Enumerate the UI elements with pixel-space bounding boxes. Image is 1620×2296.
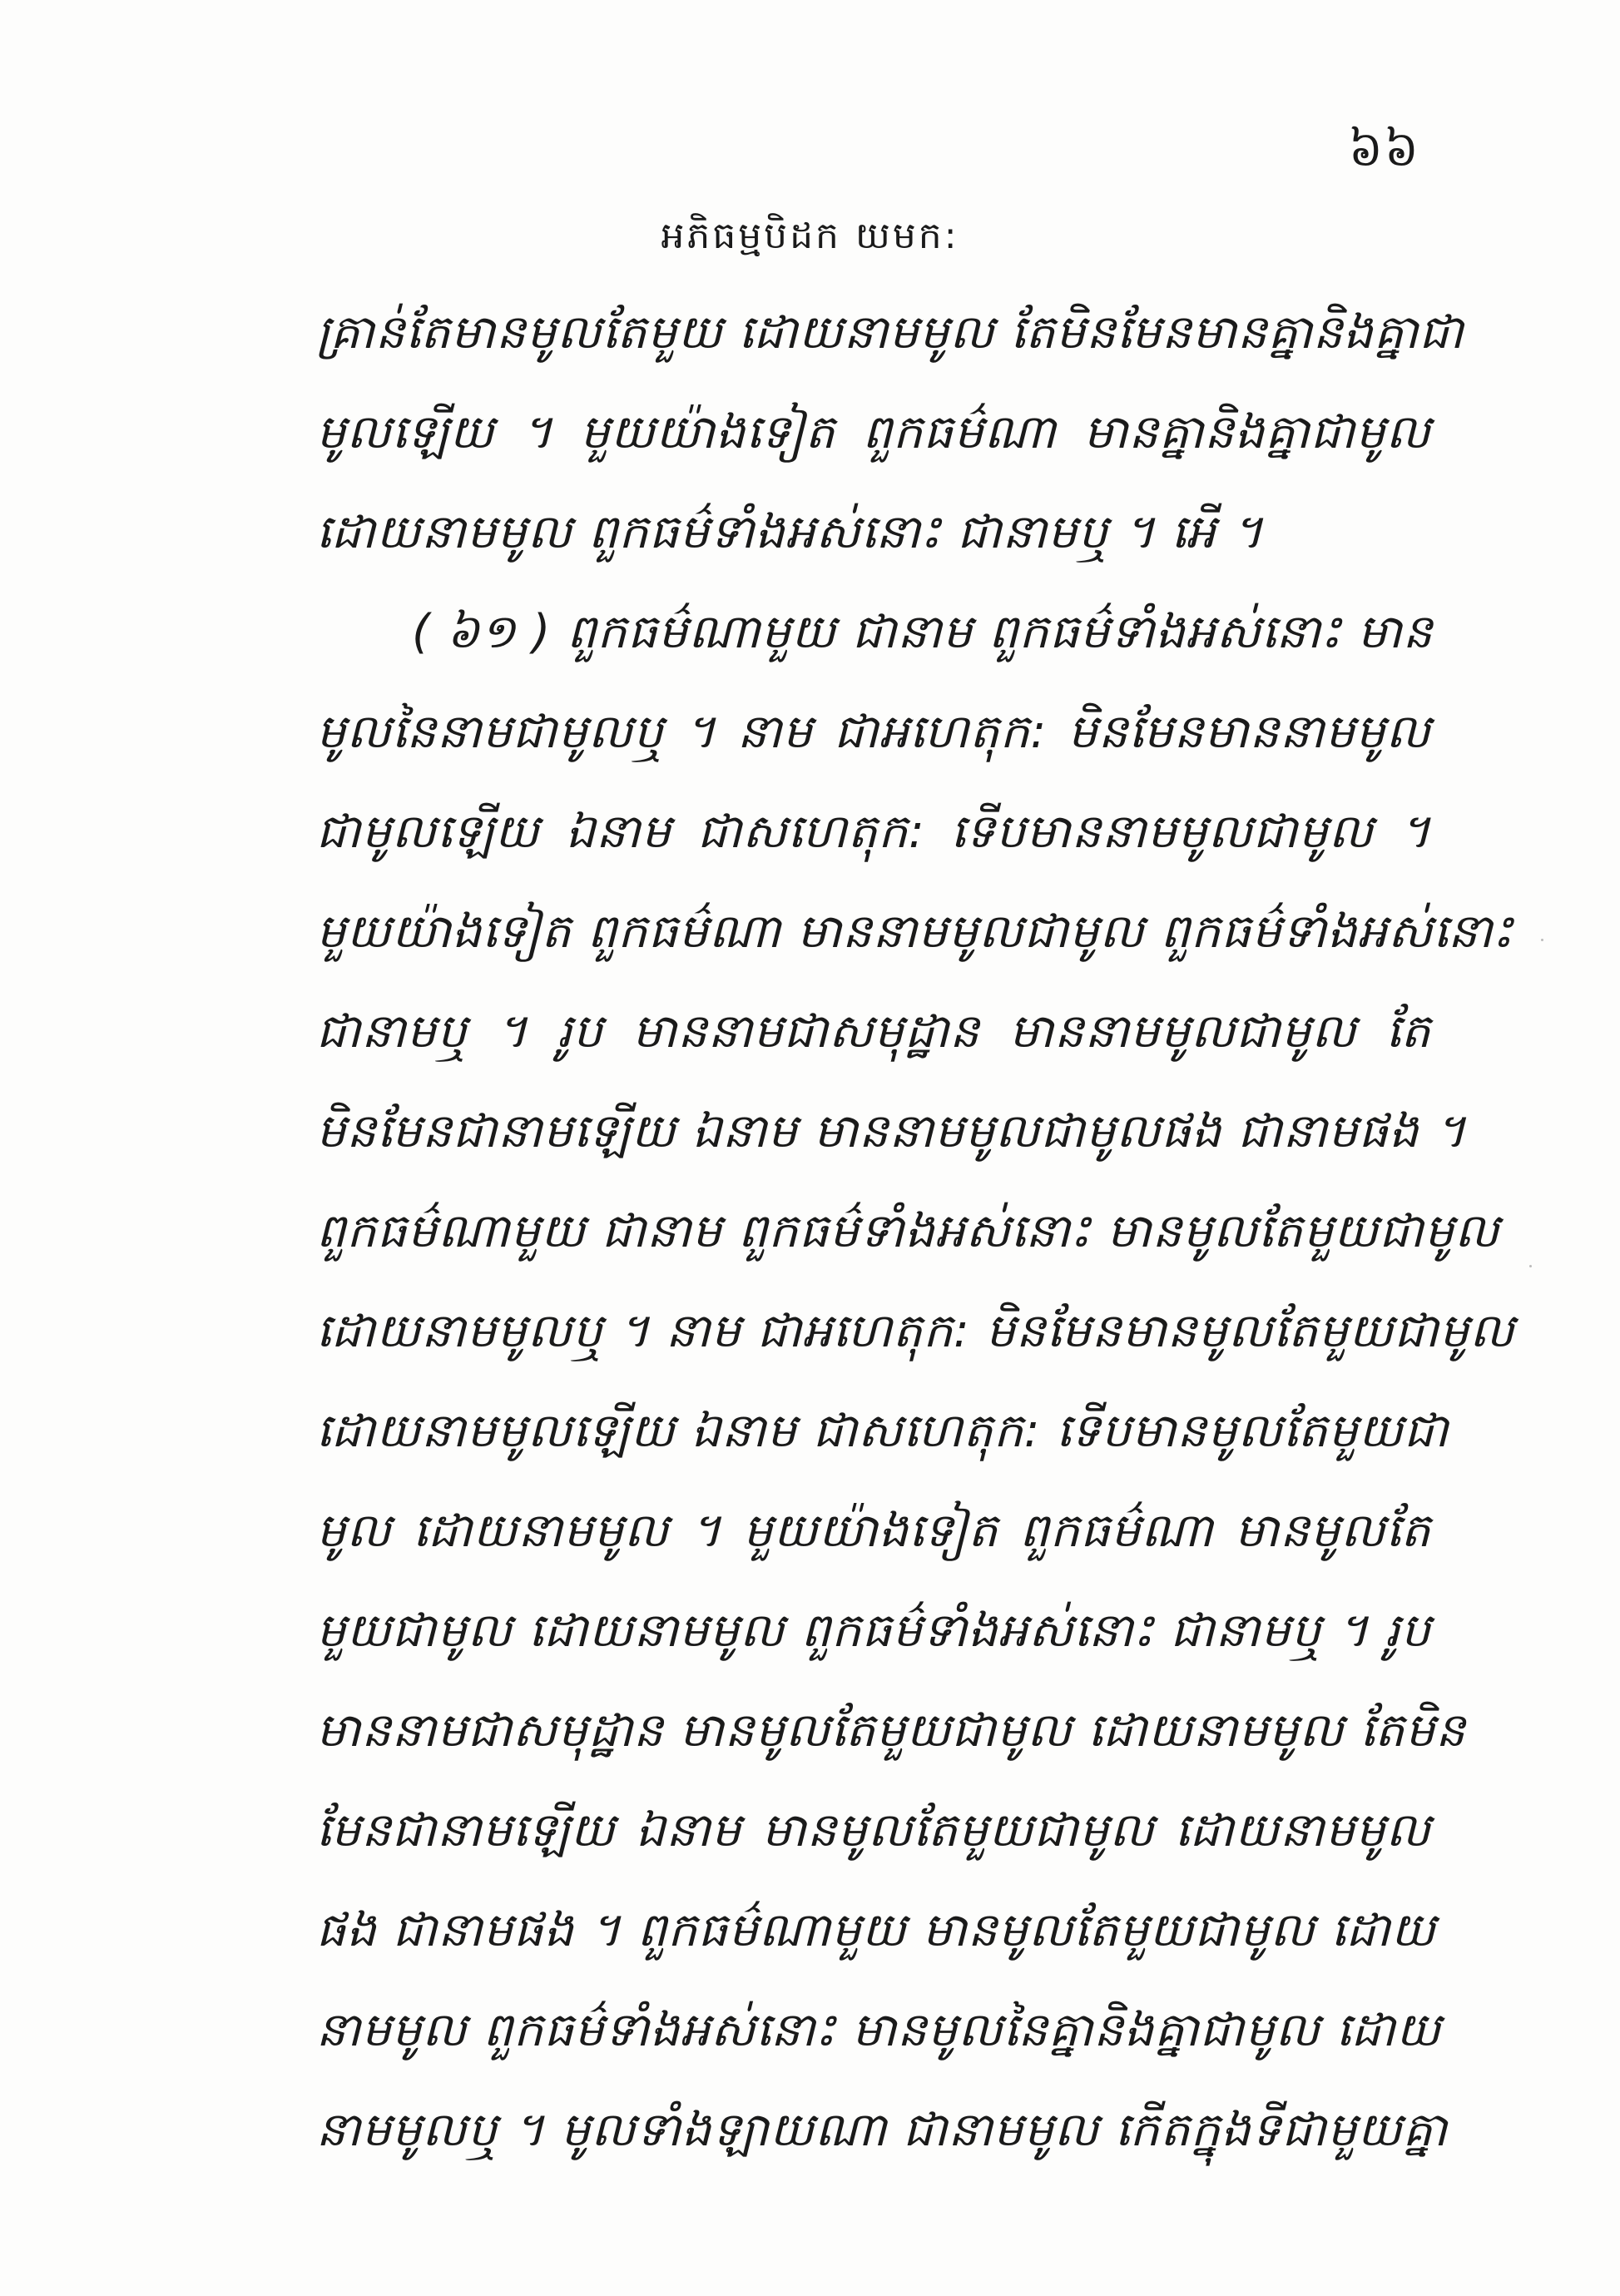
text-line: មួយយ៉ាងទៀត ពួកធម៌ណា មាននាមមូលជាមូល ពួកធម៌ទាំងអស់នោះ [316, 905, 1514, 959]
text-line: ផង ជានាមផង ។ ពួកធម៌ណាមួយ មានមូលតែមួយជាមូល ដោយ [316, 1903, 1437, 1957]
text-line: មូលនៃនាមជាមូលឬ ។ នាម ជាអហេតុក: មិនមែនមាននាមមូល [316, 705, 1431, 759]
text-line: ជានាមឬ ។ រូប មាននាមជាសមុដ្ឋាន មាននាមមូលជាមូល តែ [316, 1004, 1431, 1059]
text-line: មាននាមជាសមុដ្ឋាន មានមូលតែមួយជាមូល ដោយនាមមូល តែមិន [316, 1703, 1466, 1758]
text-line: មូល ដោយនាមមូល ។ មួយយ៉ាងទៀត ពួកធម៌ណា មានមូលតែ [316, 1504, 1431, 1558]
text-line: មូលឡើយ ។ មួយយ៉ាងទៀត ពួកធម៌ណា មានគ្នានិងគ្នាជាមូល [316, 405, 1431, 459]
text-line: មែនជានាមឡើយ ឯនាម មានមូលតែមួយជាមូល ដោយនាមមូល [316, 1803, 1431, 1857]
running-header: អភិធម្មបិដក យមក: [661, 215, 959, 257]
text-line: ដោយនាមមូលឬ ។ នាម ជាអហេតុក: មិនមែនមានមូលតែមួយជាមូល [316, 1304, 1515, 1358]
text-line: ( ៦១ ) ពួកធម៌ណាមួយ ជានាម ពួកធម៌ទាំងអស់នោះ មាន [412, 605, 1434, 659]
text-line: ពួកធម៌ណាមួយ ជានាម ពួកធម៌ទាំងអស់នោះ មានមូលតែមួយជាមូល [316, 1204, 1500, 1258]
text-line: ដោយនាមមូលឡើយ ឯនាម ជាសហេតុក: ទើបមានមូលតែមួយជា [316, 1404, 1449, 1458]
scan-speck [1529, 1265, 1532, 1267]
text-line: មិនមែនជានាមឡើយ ឯនាម មាននាមមូលជាមូលផង ជានាមផង ។ [316, 1104, 1467, 1158]
text-line: នាមមូលឬ ។ មូលទាំងឡាយណា ជានាមមូល កើតក្នុងទីជាមួយគ្នា [316, 2103, 1449, 2157]
text-line: ដោយនាមមូល ពួកធម៌ទាំងអស់នោះ ជានាមឬ ។ អើ ។ [316, 505, 1264, 559]
body-text [316, 283, 1515, 2180]
text-line: នាមមូល ពួកធម៌ទាំងអស់នោះ មានមូលនៃគ្នានិងគ្នាជាមូល ដោយ [316, 2003, 1442, 2057]
text-line: មួយជាមូល ដោយនាមមូល ពួកធម៌ទាំងអស់នោះ ជានាមឬ ។ រូប [316, 1604, 1431, 1658]
scan-speck [1541, 939, 1543, 941]
text-line: គ្រាន់តែមានមូលតែមួយ ដោយនាមមូល តែមិនមែនមានគ្នានិងគ្នាជា [316, 305, 1464, 360]
page-number: ៦៦ [1348, 121, 1420, 177]
text-line: ជាមូលឡើយ ឯនាម ជាសហេតុក: ទើបមាននាមមូលជាមូល ។ [316, 805, 1431, 859]
